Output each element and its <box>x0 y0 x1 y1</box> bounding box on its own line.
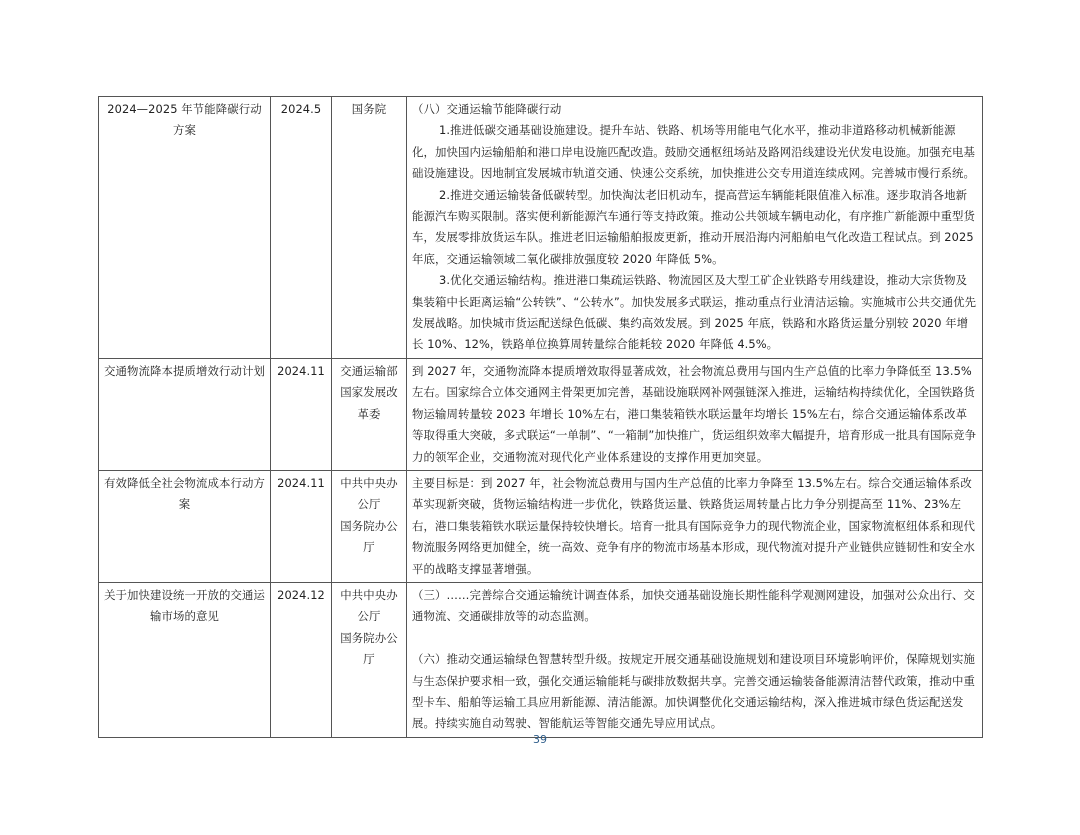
issuing-department-cell <box>332 582 407 737</box>
content-paragraph: 1.推进低碳交通基础设施建设。提升车站、铁路、机场等用能电气化水平，推动非道路移动机械新能源化，加快国内运输船舶和港口岸电设施匹配改造。鼓励交通枢纽场站及路网沿线建设光伏发电设施。加强充电基础设施建设。因地制宜发展城市轨道交通、快速公交系统，加快推进公交专用道连续成网。完善城市慢行系统。 <box>412 123 976 181</box>
release-date-cell: 2024.11 <box>271 358 332 470</box>
release-date-cell: 2024.5 <box>271 97 332 359</box>
table-row <box>99 97 983 359</box>
content-paragraph: 到 2027 年，交通物流降本提质增效取得显著成效，社会物流总费用与国内生产总值的比率力争降低至 13.5%左右。国家综合立体交通网主骨架更加完善，基础设施联网补网强链深入推进，运输结构持续优化，全国铁路货物运输周转量较 2023 年增长 10%左右，港口集装箱铁水联运量年均增长 15%左右，综合交通运输体系改革等取得重大突破，多式联运“一单制”、“一箱制”加快推广，货运组织效率大幅提升，培育形成一批具有国际竞争力的领军企业，交通物流对现代化产业体系建设的支撑作用更加突显。 <box>412 363 977 464</box>
page-number: 39 <box>533 733 547 746</box>
issuing-department: 交通运输部 <box>340 363 398 378</box>
policy-name-cell: 有效降低全社会物流成本行动方案 <box>99 470 271 582</box>
content-paragraph: 主要目标是：到 2027 年，社会物流总费用与国内生产总值的比率力争降至 13.5%左右。综合交通运输体系改革实现新突破，货物运输结构进一步优化，铁路货运量、铁路货运周转量占比力争分别提高至 11%、23%左右，港口集装箱铁水联运量保持较快增长。培育一批具有国际竞争力的现代物流企业，国家物流枢纽体系和现代物流服务网络更加健全，统一高效、竞争有序的物流市场基本形成，现代物流对提升产业链供应链韧性和安全水平的战略支撑显著增强。 <box>412 475 976 576</box>
policy-name-cell: 关于加快建设统一开放的交通运输市场的意见 <box>99 582 271 737</box>
issuing-department: 国家发展改革委 <box>340 385 398 421</box>
issuing-department-cell <box>332 358 407 470</box>
issuing-department: 国务院办公厅 <box>340 518 398 555</box>
policy-name-cell: 交通物流降本提质增效行动计划 <box>99 358 271 470</box>
policy-content-cell <box>407 358 983 470</box>
table-row <box>99 358 983 470</box>
issuing-department: 中共中央办公厅 <box>340 587 398 624</box>
policy-content-cell <box>407 97 983 359</box>
policy-content-cell <box>407 582 983 737</box>
content-paragraph: 2.推进交通运输装备低碳转型。加快淘汰老旧机动车，提高营运车辆能耗限值准入标准。逐步取消各地新能源汽车购买限制。落实便利新能源汽车通行等支持政策。推动公共领域车辆电动化，有序推广新能源中重型货车，发展零排放货运车队。推进老旧运输船舶报废更新，推动开展沿海内河船舶电气化改造工程试点。到 2025 年底，交通运输领域二氧化碳排放强度较 2020 年降低 5%。 <box>412 187 976 266</box>
issuing-department-cell <box>332 97 407 359</box>
table-row <box>99 582 983 737</box>
issuing-department: 国务院 <box>351 102 387 116</box>
table-row <box>99 470 983 582</box>
policy-name-cell: 2024—2025 年节能降碳行动方案 <box>99 97 271 359</box>
content-paragraph: （八）交通运输节能降碳行动 <box>412 102 562 116</box>
policy-table-body <box>99 97 983 738</box>
release-date-cell: 2024.12 <box>271 582 332 737</box>
issuing-department-cell <box>332 470 407 582</box>
content-paragraph: （三）……完善综合交通运输统计调查体系，加快交通基础设施长期性能科学观测网建设，加强对公众出行、交通物流、交通碳排放等的动态监测。 <box>412 587 976 624</box>
content-paragraph: （六）推动交通运输绿色智慧转型升级。按规定开展交通基础设施规划和建设项目环境影响评价，保障规划实施与生态保护要求相一致，强化交通运输能耗与碳排放数据共享。完善交通运输装备能源清洁替代政策，推动中重型卡车、船舶等运输工具应用新能源、清洁能源。加快调整优化交通运输结构，深入推进城市绿色货运配送发展。持续实施自动驾驶、智能航运等智能交通先导应用试点。 <box>412 652 976 731</box>
content-paragraph: 3.优化交通运输结构。推进港口集疏运铁路、物流园区及大型工矿企业铁路专用线建设，推动大宗货物及集装箱中长距离运输“公转铁”、“公转水”。加快发展多式联运，推动重点行业清洁运输。实施城市公共交通优先发展战略。加快城市货运配送绿色低碳、集约高效发展。到 2025 年底，铁路和水路货运量分别较 2020 年增长 10%、12%，铁路单位换算周转量综合能耗较 2020 年降低 4.5%。 <box>412 273 977 352</box>
policy-table <box>98 96 983 738</box>
release-date-cell: 2024.11 <box>271 470 332 582</box>
policy-content-cell <box>407 470 983 582</box>
issuing-department: 中共中央办公厅 <box>340 475 398 512</box>
issuing-department: 国务院办公厅 <box>340 630 398 667</box>
